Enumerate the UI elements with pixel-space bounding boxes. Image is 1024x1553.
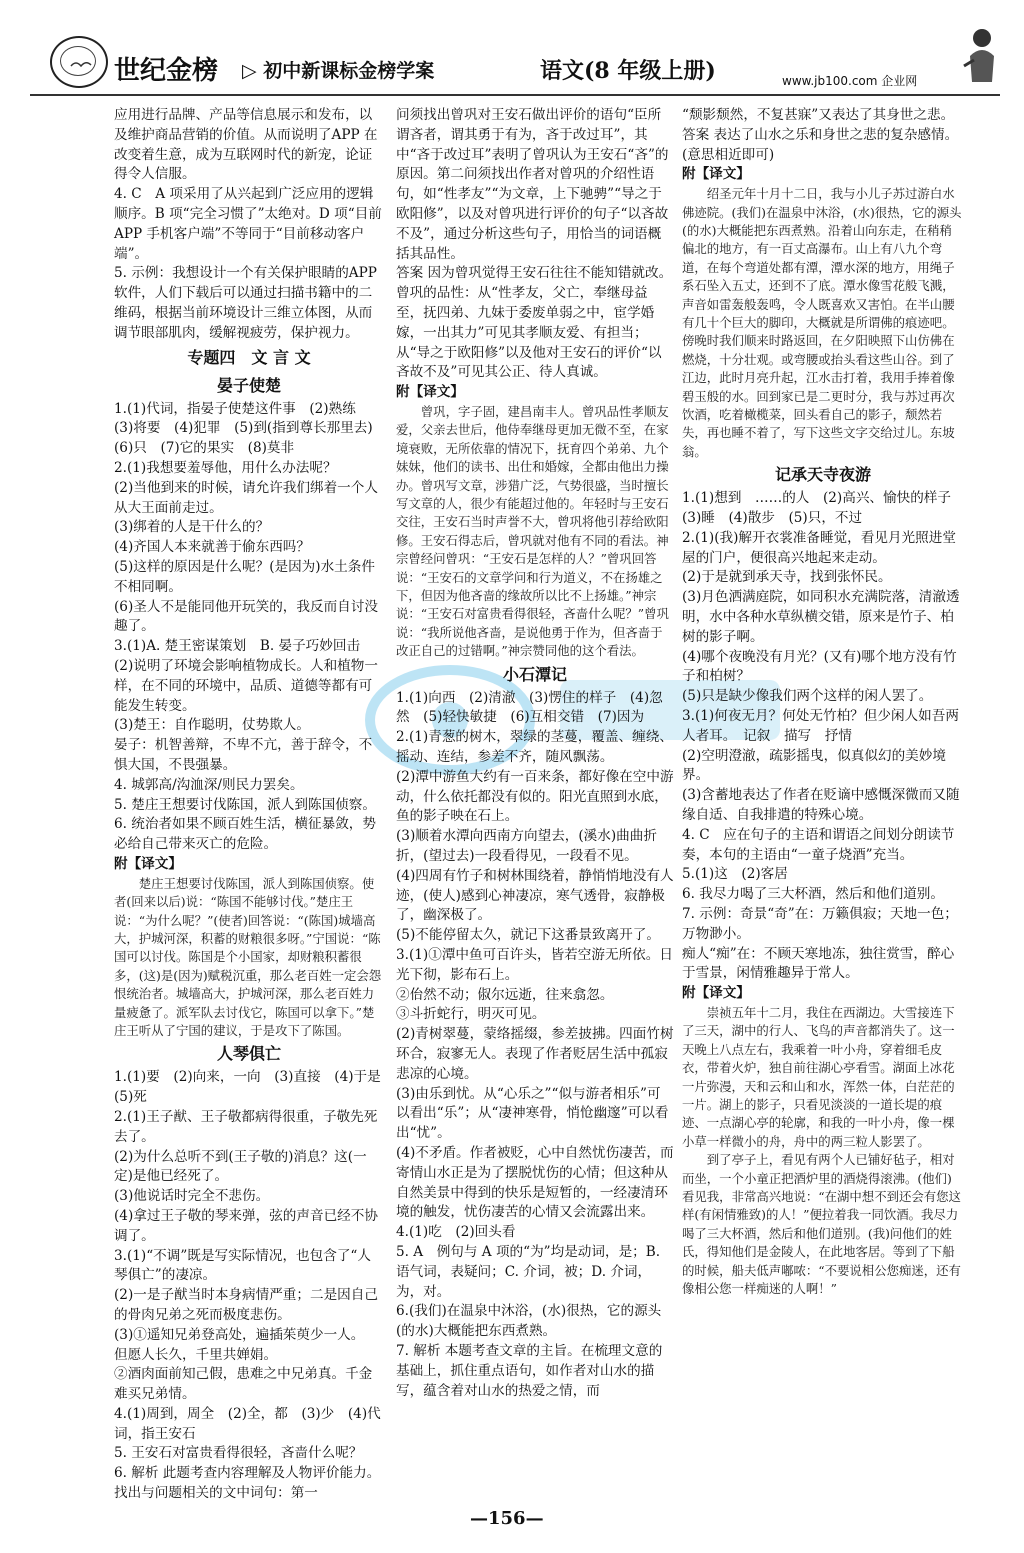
answer-item: 应用进行品牌、产品等信息展示和发布，以及维护商品营销的价值。从而说明了APP 在改变着生意，成为互联网时代的新宠，论证得令人信服。 — [114, 107, 378, 183]
logo-icon — [50, 36, 108, 88]
answer-item: 2.(1)青葱的树木，翠绿的茎蔓，覆盖、缠绕、摇动、连结，参差不齐，随风飘荡。 — [396, 729, 673, 766]
translation-text: 绍圣元年十月十二日，我与小儿子苏过游白水佛迹院。(我们)在温泉中沐浴，(水)很热，它的源头(的水)大概能把东西煮熟。沿着山向东走，在稍稍偏北的地方，有一百丈高瀑布。山上有八九个弯道，在每个弯道处都有潭，潭水深的地方，用绳子系石坠入五丈，还到不了底。潭水像雪花般飞溅，声音如雷轰般轰鸣，令人既喜欢又害怕。在半山腰有几十个巨大的脚印，大概就是所谓佛的痕迹吧。傍晚时我们顺来时路返回，在夕阳映照下山仿佛在燃烧，十分壮观。或弯腰或抬头看这些山谷。到了江边，此时月亮升起，江水击打着，我用手捧着像碧玉般的水。回到家已是二更时分，我与苏过再次饮酒，吃着橄榄菜，回头看自己的影子，颓然若失，再也睡不着了，写下这些文字交给过儿。东坡翁。 — [682, 186, 962, 459]
answer-item: (3)顺着水潭向西南方向望去，(溪水)曲曲折折，(望过去)一段看得见，一段看不见。 — [396, 828, 657, 865]
answer-item: (3)他说话时完全不悲伤。 — [114, 1188, 270, 1205]
answer-item: (3)月色洒满庭院，如同积水充满院落，清澈透明，水中各种水草纵横交错，原来是竹子、柏树的影子啊。 — [682, 589, 960, 645]
answer-item: 5. A 例句与 A 项的“为”均是动词，是；B. 语气词，表疑问；C. 介词，被；D. 介词，为，对。 — [396, 1243, 661, 1300]
translation-text: 曾巩，字子固，建昌南丰人。曾巩品性孝顺友爱，父亲去世后，他侍奉继母更加无微不至，在家境衰败，无所依靠的情况下，抚育四个弟弟、九个妹妹，他们的读书、出仕和婚嫁，全都由他出力操办。曾巩写文章，涉猎广泛，气势很盛，当时擅长写文章的人，很少有能超过他的。年轻时与王安石交往，王安石当时声誉不大，曾巩将他引荐给欧阳修。王安石得志后，曾巩就对他有不同的看法。神宗曾经问曾巩：“王安石是怎样的人？”曾巩回答说：“王安石的文章学问和行为道义，不在扬雄之下，但因为他吝啬的缘故所以比不上扬雄。”神宗说：“王安石对富贵看得很轻，吝啬什么呢？”曾巩说：“我所说他吝啬，是说他勇于作为，但吝啬于改正自己的过错啊。”神宗赞同他的这个看法。 — [396, 403, 669, 659]
answer-item: (2)空明澄澈，疏影摇曳，似真似幻的美妙境界。 — [682, 747, 946, 784]
answer-item: 4.(1)吃 (2)回头看 — [396, 1224, 516, 1241]
mascot-icon — [960, 26, 1000, 88]
answer-item: (3)含蓄地表达了作者在贬谪中感慨深微而又随缘自适、自我排遣的特殊心境。 — [682, 787, 960, 824]
answer-item: (2)潭中游鱼大约有一百来条，都好像在空中游动，什么依托都没有似的。阳光直照到水底，鱼的影子映在石上。 — [396, 768, 674, 825]
page-header — [30, 22, 1000, 96]
answer-item: (2)于是就到承天寺，找到张怀民。 — [682, 569, 892, 586]
answer-item: 6.(我们)在温泉中沐浴，(水)很热，它的源头(的水)大概能把东西煮熟。 — [396, 1303, 662, 1340]
answer-item: 5. 楚庄王想要讨伐陈国，派人到陈国侦察。 — [114, 796, 376, 813]
brand-title: 世纪金榜 — [114, 56, 219, 86]
answer-item: 3.(1)何夜无月？何处无竹柏？但少闲人如吾两人者耳。 记叙 描写 抒情 — [682, 708, 959, 744]
answer-item: (2)一是子猷当时本身病情严重；二是因自己的骨肉兄弟之死而极度悲伤。 — [114, 1287, 378, 1323]
column-right — [682, 106, 964, 1299]
column-left — [114, 106, 395, 1504]
section-heading: 记承天寺夜游 — [774, 465, 871, 485]
translation-text: 到了亭子上，看见有两个人已铺好毡子，相对而坐，一个小童正把酒炉里的酒烧得滚沸。(他们)看见我，非常高兴地说：“在湖中想不到还会有您这样(有闲情雅致)的人！”便拉着我一同饮酒。我尽力喝了三大杯酒，然后和他们道别。(我)问他们的姓氏，得知他们是金陵人，在此地客居。等到了下船的时候，船夫低声嘟哝：“不要说相公您痴迷，还有像相公您一样痴迷的人啊！” — [682, 1152, 961, 1297]
section-heading: 人琴俱亡 — [216, 1044, 281, 1064]
answer-item: (5)只是缺少像我们两个这样的闲人罢了。 — [682, 688, 933, 705]
answer-item: (3)绑着的人是干什么的？ — [114, 519, 270, 536]
section-heading: 专题四 文 言 文 — [187, 347, 311, 367]
answer-item: 答案 表达了山水之乐和身世之悲的复杂感情。(意思相近即可) — [682, 126, 959, 163]
answer-item: 晏子：机智善辩，不卑不亢，善于辞令，不惧大国，不畏强暴。 — [114, 737, 373, 773]
answer-item: (4)四周有竹子和树林围绕着，静悄悄地没有人迹，(使人)感到心神凄凉，寒气透骨，寂静极了，幽深极了。 — [396, 867, 674, 924]
site-url: www.jb100.com 企业网 — [782, 74, 918, 88]
answer-item: 2.(1)王子猷、王子敬都病得很重，子敬先死去了。 — [114, 1108, 378, 1145]
translation-text: 楚庄王想要讨伐陈国，派人到陈国侦察。使者(回来以后)说：“陈国不能够讨伐。”楚庄王说：“为什么呢？”(使者)回答说：“(陈国)城墙高大，护城河深，积蓄的财粮很多呀。”宁国说：“陈国可以讨伐。陈国是个小国家，却财粮积蓄很多，(这)是(因为)赋税沉重，那么老百姓一定会怨恨统治者。城墙高大，护城河深，那么老百姓力量疲惫了。派军队去讨伐它，陈国可以拿下。”楚庄王听从了宁国的建议，于是攻下了陈国。 — [114, 875, 382, 1038]
subject-title: 语文(8 年级上册) — [540, 58, 716, 84]
answer-item: (2)为什么总听不到(王子敬的)消息？这(一定)是他已经死了。 — [114, 1148, 367, 1185]
answer-item: (3)由乐到忧。从“心乐之”“似与游者相乐”可以看出“乐”；从“凄神寒骨，悄怆幽邃”可以看出“忧”。 — [396, 1085, 669, 1142]
answer-item: ②佁然不动；俶尔远逝，往来翕忽。 — [396, 986, 614, 1003]
answer-item: (4)哪个夜晚没有月光？(又有)哪个地方没有竹子和柏树？ — [682, 648, 957, 685]
answer-item: 1.(1)代词，指晏子使楚这件事 (2)熟练 (3)将要 (4)犯罪 (5)到(指到尊长那里去) (6)只 (7)它的果实 (8)莫非 — [114, 400, 387, 457]
answer-item: ②酒肉面前知己假，患难之中兄弟真。千金难买兄弟情。 — [114, 1366, 373, 1403]
answer-item: 3.(1)A. 楚王密谋策划 B. 晏子巧妙回击 — [114, 638, 361, 655]
translation-text: 崇祯五年十二月，我住在西湖边。大雪接连下了三天，湖中的行人、飞鸟的声音都消失了。这一天晚上八点左右，我乘着一叶小舟，穿着细毛皮衣，带着火炉，独自前往湖心亭看雪。湖面上冰花一片弥漫，天和云和山和水，浑然一体，白茫茫的一片。湖上的影子，只看见淡淡的一道长堤的痕迹、一点湖心亭的轮廓，和我的一叶小舟，像一棵小草一样微小的舟，舟中的两三粒人影罢了。 — [682, 1005, 955, 1149]
answer-item: (4)齐国人本来就善于偷东西吗？ — [114, 539, 310, 556]
section-heading: 晏子使楚 — [216, 375, 281, 395]
answer-item: 1.(1)向西 (2)清澈 (3)愣住的样子 (4)忽然 (5)轻快敏捷 (6)互相交错 (7)因为 — [396, 689, 663, 726]
answer-item: ③斗折蛇行，明灭可见。 — [396, 1006, 546, 1023]
answer-item: 4. C 应在句子的主语和谓语之间划分朗读节奏，本句的主语由“一童子烧酒”充当。 — [682, 826, 955, 863]
answer-item: (2)青树翠蔓，蒙络摇缀，参差披拂。四面竹树环合，寂寥无人。表现了作者贬居生活中孤寂悲凉的心境。 — [396, 1026, 674, 1082]
translation-label: 附【译文】 — [682, 166, 750, 183]
answer-item: (2)说明了环境会影响植物成长。人和植物一样，在不同的环境中，品质、道德等都有可能发生转变。 — [114, 657, 378, 714]
answer-item: (5)不能停留太久，就记下这番景致离开了。 — [396, 927, 660, 944]
answer-item: (5)这样的原因是什么呢？(是因为)水土条件不相同啊。 — [114, 558, 375, 595]
answer-item: 1.(1)想到 ……的人 (2)高兴、愉快的样子 (3)睡 (4)散步 (5)只，不过 — [682, 490, 965, 527]
section-heading: 小石潭记 — [502, 664, 567, 684]
answer-item: 痴人“痴”在：不顾天寒地冻，独往赏雪，醉心于雪景，闲情雅趣异于常人。 — [682, 945, 955, 982]
answer-item: (4)拿过王子敬的琴来弹，弦的声音已经不协调了。 — [114, 1207, 378, 1244]
answer-item: 4.(1)周到，周全 (2)全，都 (3)少 (4)代词，指王安石 — [114, 1405, 381, 1442]
answer-item: 7. 示例：奇景“奇”在：万籁俱寂；天地一色；万物渺小。 — [682, 906, 958, 942]
translation-label: 附【译文】 — [396, 384, 464, 401]
answer-item: 6. 解析 此题考查内容理解及人物评价能力。找出与问题相关的文中词句：第一 — [114, 1465, 381, 1502]
answer-item: 4. 城郭高/沟洫深/则民力罢矣。 — [114, 776, 304, 793]
column-middle — [396, 106, 674, 1401]
answer-item: 4. C A 项采用了从兴起到广泛应用的逻辑顺序。B 项“完全习惯了”太绝对。D 项“目前 APP 手机客户端”不等同于“目前移动客户端”。 — [114, 186, 382, 262]
answer-item: 问须找出曾巩对王安石做出评价的语句“臣所谓吝者，谓其勇于有为，吝于改过耳”，其中“吝于改过耳”表明了曾巩认为王安石“吝”的原因。第二问须找出作者对曾巩的介绍性语句，如“性孝友”“为文章，上下驰骋”“导之于欧阳修”，以及对曾巩进行评价的句子“以吝故不及”，通过分析这些句子，用恰当的词语概括其品性。 — [396, 107, 669, 262]
answer-item: (3)楚王：自作聪明，仗势欺人。 — [114, 717, 310, 734]
answer-item: (6)圣人不是能同他开玩笑的，我反而自讨没趣了。 — [114, 598, 378, 635]
series-title: ▷ 初中新课标金榜学案 — [242, 60, 435, 82]
answer-item: 5. 示例：我想设计一个有关保护眼睛的APP 软件，人们下载后可以通过扫描书籍中的二维码，根据当前环境设计三维立体图，从而调节眼部肌肉，缓解视疲劳，保护视力。 — [114, 265, 377, 341]
translation-label: 附【译文】 — [114, 855, 182, 872]
answer-item: 2.(1)(我)解开衣裳准备睡觉，看见月光照进堂屋的门户，便很高兴地起来走动。 — [682, 529, 956, 566]
page-number: —156— — [470, 1508, 544, 1529]
answer-item: 3.(1)“不调”既是写实际情况，也包含了“人琴俱亡”的凄凉。 — [114, 1247, 371, 1284]
answer-item: 2.(1)我想要羞辱他，用什么办法呢？ — [114, 459, 337, 476]
answer-item: “颓影颓然，不复甚寐”又表达了其身世之悲。 — [682, 107, 955, 123]
translation-label: 附【译文】 — [682, 985, 750, 1002]
answer-item: 3.(1)①潭中鱼可百许头，皆若空游无所依。日光下彻，影布石上。 — [396, 947, 673, 983]
answer-item: 6. 统治者如果不顾百姓生活，横征暴敛，势必给自己带来灭亡的危险。 — [114, 816, 376, 853]
answer-item: (3)①遥知兄弟登高处，遍插茱萸少一人。 但愿人长久，千里共婵娟。 — [114, 1326, 372, 1363]
answer-item: 7. 解析 本题考查文章的主旨。在梳理文意的基础上，抓住重点语句，如作者对山水的描写，蕴含着对山水的热爱之情，而 — [396, 1342, 663, 1399]
answer-item: 5.(1)这 (2)客居 — [682, 866, 788, 883]
answer-item: (4)不矛盾。作者被贬，心中自然忧伤凄苦，而寄情山水正是为了摆脱忧伤的心情；但这种从自然美景中得到的快乐是短暂的，一经凄清环境的触发，忧伤凄苦的心情又会流露出来。 — [396, 1144, 674, 1221]
answer-item: 5. 王安石对富贵看得很轻，吝啬什么呢？ — [114, 1445, 363, 1462]
answer-item: 答案 因为曾巩觉得王安石往往不能知错就改。曾巩的品性：从“性孝友，父亡，奉继母益至，抚四弟、九妹于委废单弱之中，宦学婚嫁，一出其力”可见其孝顺友爱、有担当；从“导之于欧阳修”以及他对王安石的评价“以吝故不及”可见其公正、待人真诚。 — [396, 265, 673, 381]
answer-item: 1.(1)要 (2)向来，一向 (3)直接 (4)于是 (5)死 — [114, 1069, 395, 1106]
answer-item: (2)当他到来的时候，请允许我们绑着一个人从大王面前走过。 — [114, 479, 378, 516]
answer-item: 6. 我尽力喝了三大杯酒，然后和他们道别。 — [682, 886, 944, 903]
